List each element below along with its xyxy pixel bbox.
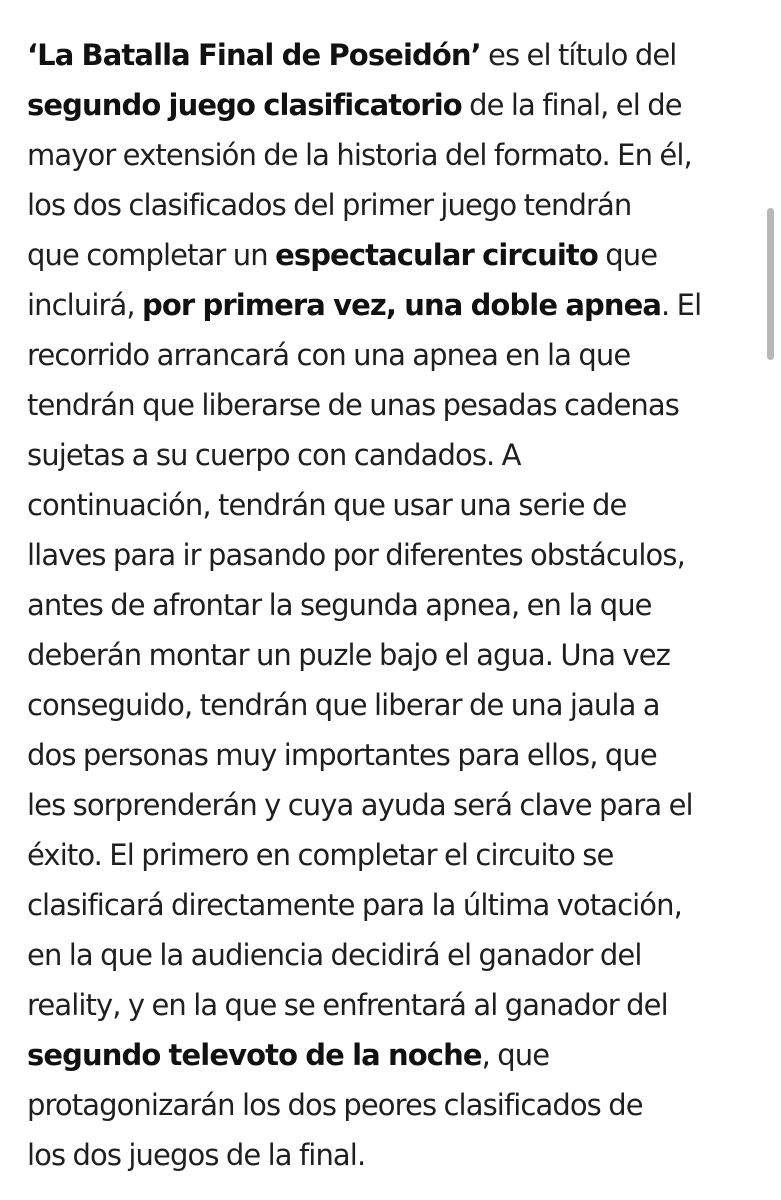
text-line <box>27 180 762 230</box>
body-text: que <box>597 238 658 272</box>
body-text: éxito. El primero en completar el circuito se <box>27 838 614 872</box>
article-paragraph <box>27 30 762 1180</box>
body-text: es el título del <box>480 38 677 72</box>
body-text: clasificará directamente para la última votación, <box>27 888 682 922</box>
bold-text: ‘La Batalla Final de Poseidón’ <box>27 38 481 72</box>
scrollbar-thumb[interactable] <box>767 208 774 360</box>
body-text: reality, y en la que se enfrentará al ganador del <box>27 988 668 1022</box>
body-text: conseguido, tendrán que liberar de una jaula a <box>27 688 660 722</box>
bold-text: segundo juego clasificatorio <box>27 88 462 122</box>
text-line <box>27 1030 762 1080</box>
bold-text: por primera vez, una doble apnea <box>142 288 662 322</box>
text-line <box>27 380 762 430</box>
body-text: , que <box>481 1038 550 1072</box>
text-line <box>27 330 762 380</box>
body-text: en la que la audiencia decidirá el ganador del <box>27 938 642 972</box>
body-text: los dos clasificados del primer juego tendrán <box>27 188 632 222</box>
body-text: . El <box>661 288 702 322</box>
body-text: incluirá, <box>27 288 143 322</box>
body-text: dos personas muy importantes para ellos, que <box>27 738 657 772</box>
body-text: tendrán que liberarse de unas pesadas cadenas <box>27 388 679 422</box>
body-text: los dos juegos de la final. <box>27 1138 366 1172</box>
text-line <box>27 1130 762 1180</box>
text-line <box>27 780 762 830</box>
body-text: que completar un <box>27 238 276 272</box>
body-text: mayor extensión de la historia del formato. En él, <box>27 138 692 172</box>
text-line <box>27 580 762 630</box>
body-text: les sorprenderán y cuya ayuda será clave para el <box>27 788 693 822</box>
text-line <box>27 480 762 530</box>
text-line <box>27 1080 762 1130</box>
text-line <box>27 530 762 580</box>
text-line <box>27 80 762 130</box>
text-line <box>27 730 762 780</box>
text-line <box>27 230 762 280</box>
bold-text: segundo televoto de la noche <box>27 1038 482 1072</box>
body-text: llaves para ir pasando por diferentes obstáculos, <box>27 538 685 572</box>
text-line <box>27 130 762 180</box>
body-text: de la final, el de <box>461 88 682 122</box>
body-text: continuación, tendrán que usar una serie de <box>27 488 627 522</box>
text-line <box>27 830 762 880</box>
bold-text: espectacular circuito <box>275 238 598 272</box>
text-line <box>27 980 762 1030</box>
body-text: deberán montar un puzle bajo el agua. Una vez <box>27 638 670 672</box>
text-line <box>27 280 762 330</box>
body-text: protagonizarán los dos peores clasificados de <box>27 1088 643 1122</box>
body-text: sujetas a su cuerpo con candados. A <box>27 438 521 472</box>
text-line <box>27 430 762 480</box>
body-text: recorrido arrancará con una apnea en la que <box>27 338 631 372</box>
text-line <box>27 630 762 680</box>
text-line <box>27 30 762 80</box>
body-text: antes de afrontar la segunda apnea, en la que <box>27 588 652 622</box>
text-line <box>27 930 762 980</box>
text-line <box>27 680 762 730</box>
text-line <box>27 880 762 930</box>
